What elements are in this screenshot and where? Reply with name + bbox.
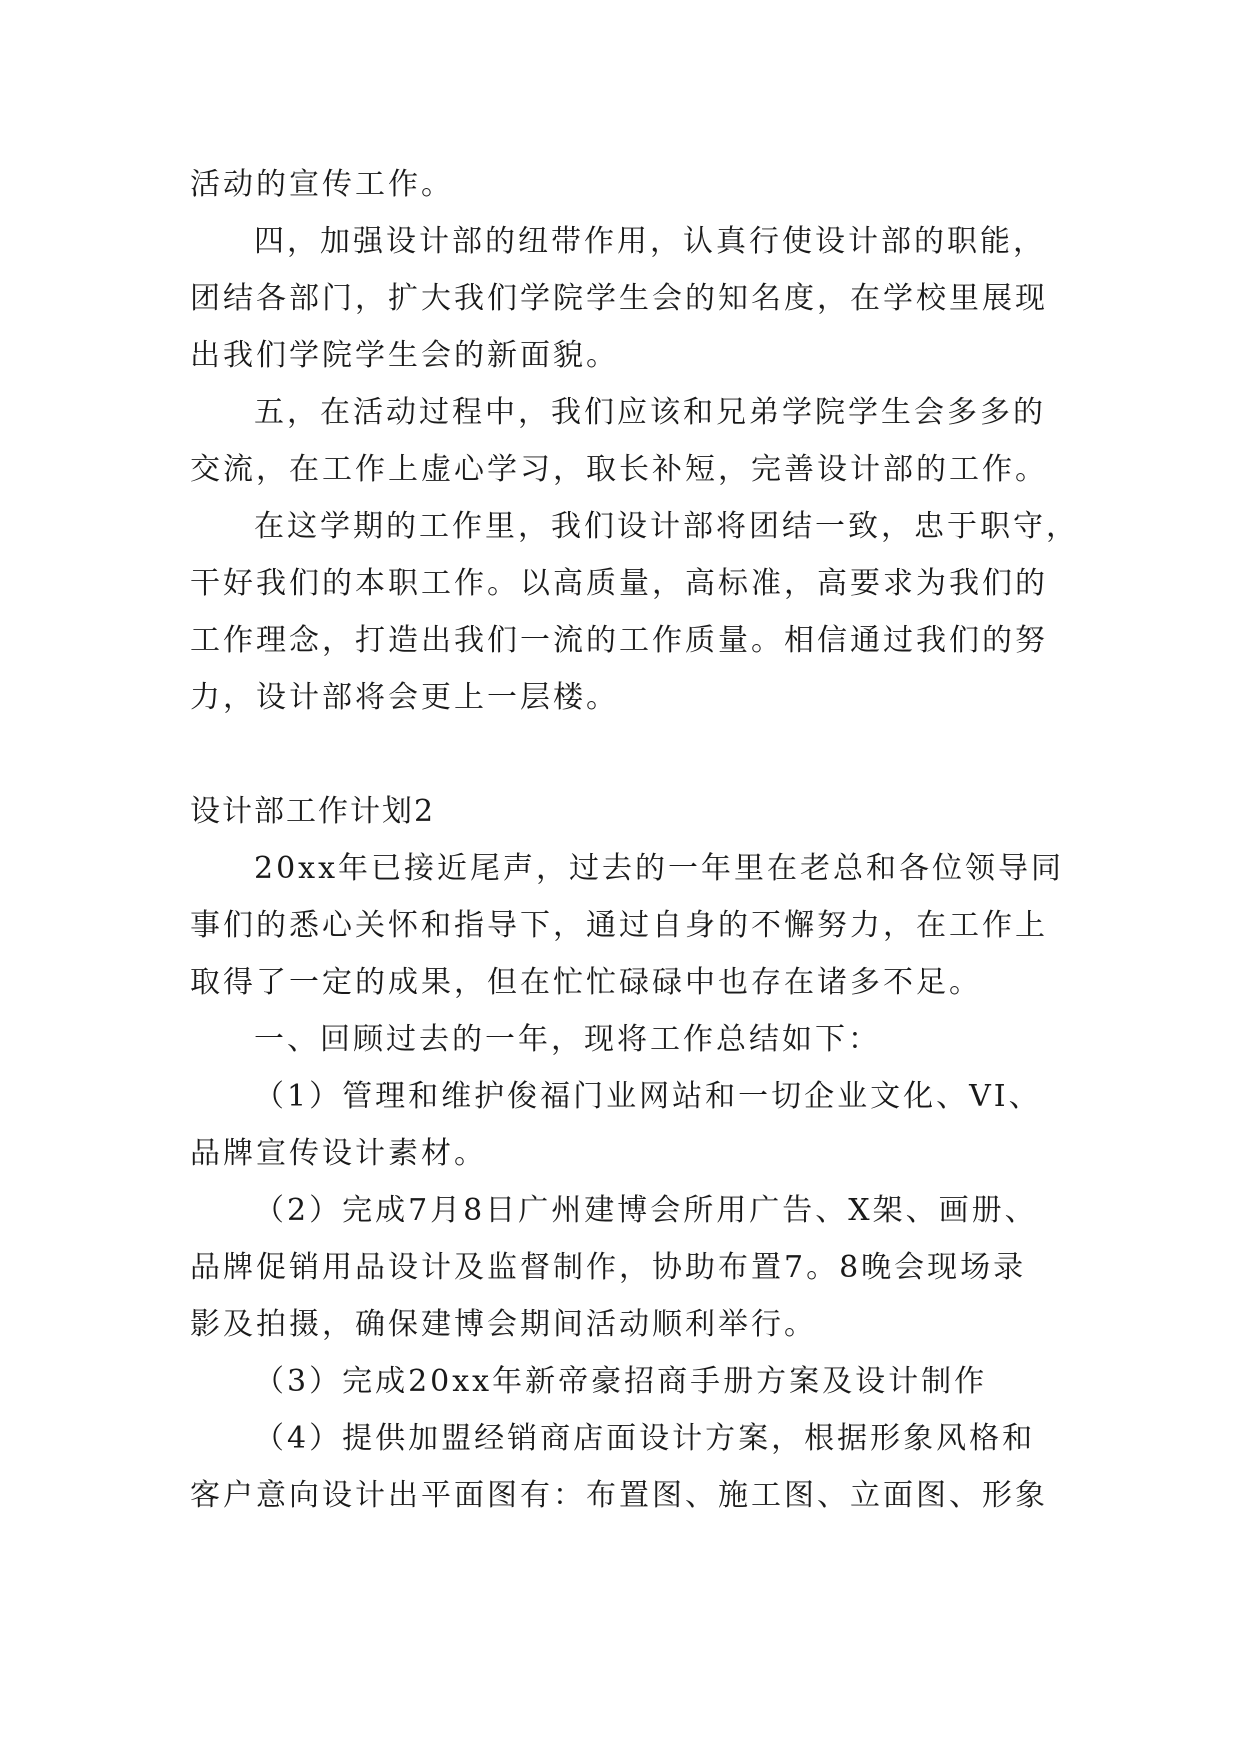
text-line: 团结各部门，扩大我们学院学生会的知名度，在学校里展现 [190,281,1048,316]
text-line: 在这学期的工作里，我们设计部将团结一致，忠于职守， [254,509,1079,544]
text-line: 事们的悉心关怀和指导下，通过自身的不懈努力，在工作上 [190,908,1048,943]
text-line: （4）提供加盟经销商店面设计方案，根据形象风格和 [254,1421,1036,1456]
text-line: 干好我们的本职工作。以高质量，高标准，高要求为我们的 [190,566,1048,601]
text-line: 品牌宣传设计素材。 [190,1136,487,1171]
text-line: 影及拍摄，确保建博会期间活动顺利举行。 [190,1307,817,1342]
text-line: 五，在活动过程中，我们应该和兄弟学院学生会多多的 [254,395,1046,430]
text-line: 力，设计部将会更上一层楼。 [190,680,619,715]
text-line: 品牌促销用品设计及监督制作，协助布置7。8晚会现场录 [190,1250,1027,1285]
text-line: 交流，在工作上虚心学习，取长补短，完善设计部的工作。 [190,452,1048,487]
text-line: （1）管理和维护俊福门业网站和一切企业文化、VI、 [254,1079,1042,1114]
text-line: 取得了一定的成果，但在忙忙碌碌中也存在诸多不足。 [190,965,982,1000]
text-line: 一、回顾过去的一年，现将工作总结如下： [254,1022,881,1057]
section-heading: 设计部工作计划2 [190,794,436,829]
text-line: 客户意向设计出平面图有：布置图、施工图、立面图、形象 [190,1478,1048,1513]
text-line: （2）完成7月8日广州建博会所用广告、X架、画册、 [254,1193,1038,1228]
text-line: （3）完成20xx年新帝豪招商手册方案及设计制作 [254,1364,988,1399]
text-line: 出我们学院学生会的新面貌。 [190,338,619,373]
text-line: 工作理念，打造出我们一流的工作质量。相信通过我们的努 [190,623,1048,658]
text-line: 活动的宣传工作。 [190,167,454,202]
text-line: 20xx年已接近尾声，过去的一年里在老总和各位领导同 [254,851,1065,886]
text-line: 四，加强设计部的纽带作用，认真行使设计部的职能， [254,224,1046,259]
